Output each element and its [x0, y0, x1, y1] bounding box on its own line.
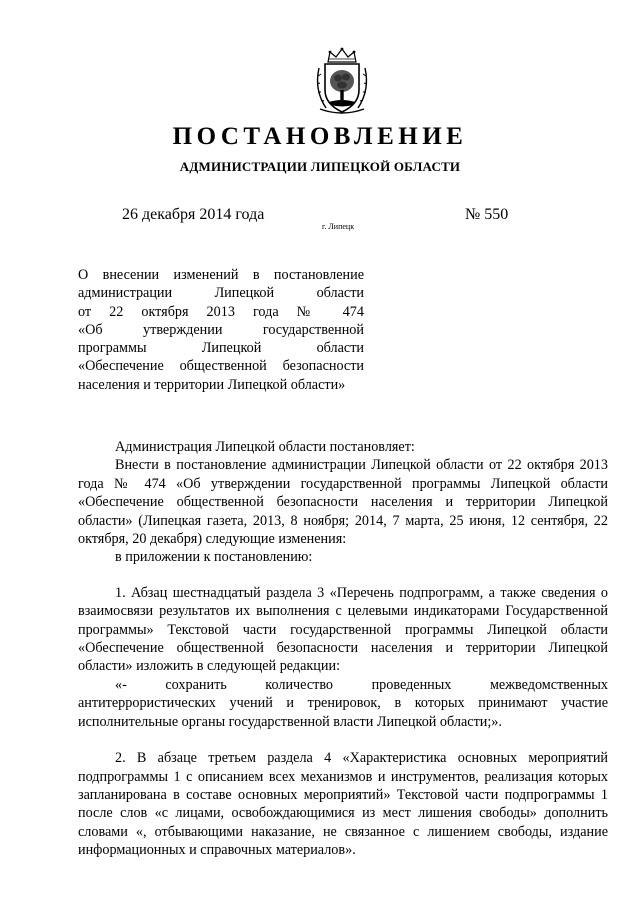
- subject-line: от 22 октября 2013 года № 474: [78, 303, 364, 320]
- coat-of-arms-emblem: [312, 46, 372, 116]
- document-title: ПОСТАНОВЛЕНИЕ: [172, 123, 468, 150]
- subject-line: населения и территории Липецкой области»: [78, 376, 346, 393]
- body-item-1-quote: «- сохранить количество проведенных межведомственных антитеррористических учений и тренировок, в которых принимают участие исполнительные органы государственной власти Липецкой области;».: [78, 676, 608, 730]
- document-city: г. Липецк: [322, 222, 355, 231]
- document-date: 26 декабря 2014 года: [122, 206, 265, 223]
- document-issuer: АДМИНИСТРАЦИИ ЛИПЕЦКОЙ ОБЛАСТИ: [179, 159, 461, 174]
- document-subject: [78, 266, 364, 394]
- document-body: [78, 438, 608, 860]
- subject-line: «Об утверждении государственной: [78, 321, 364, 338]
- body-item-1: 1. Абзац шестнадцатый раздела 3 «Перечень подпрограмм, а также сведения о взаимосвязи результатов их выполнения с целевыми индикаторами Государственной программы» Текстовой части государственной программы Липецкой области «Обеспечение общественной безопасности населения и территории Липецкой области» изложить в следующей редакции:: [78, 584, 608, 675]
- subject-line: программы Липецкой области: [78, 340, 364, 357]
- subject-line: О внесении изменений в постановление: [78, 267, 364, 283]
- subject-line: администрации Липецкой области: [78, 285, 364, 302]
- document-number: № 550: [465, 206, 509, 223]
- subject-line: «Обеспечение общественной безопасности: [78, 358, 364, 375]
- body-intro: Администрация Липецкой области постановляет:: [115, 439, 415, 455]
- body-paragraph-appendix: в приложении к постановлению:: [115, 549, 313, 566]
- body-paragraph-main: Внести в постановление администрации Липецкой области от 22 октября 2013 года № 474 «Об утверждении государственной программы Липецкой области «Обеспечение общественной безопасности населения и территории Липецкой области» (Липецкая газета, 2013, 8 ноября; 2014, 7 марта, 25 июня, 12 сентября, 22 октября, 20 декабря) следующие изменения:: [78, 457, 608, 548]
- body-item-2: 2. В абзаце третьем раздела 4 «Характеристика основных мероприятий подпрограммы 1 с описанием всех механизмов и инструментов, реализация которых запланирована в составе основных мероприятий» Текстовой части подпрограммы 1 после слов «с лицами, освобождающимися из мест лишения свободы» дополнить словами «, отбывающими наказание, не связанное с лишением свободы, издание информационных и справочных материалов».: [78, 750, 608, 859]
